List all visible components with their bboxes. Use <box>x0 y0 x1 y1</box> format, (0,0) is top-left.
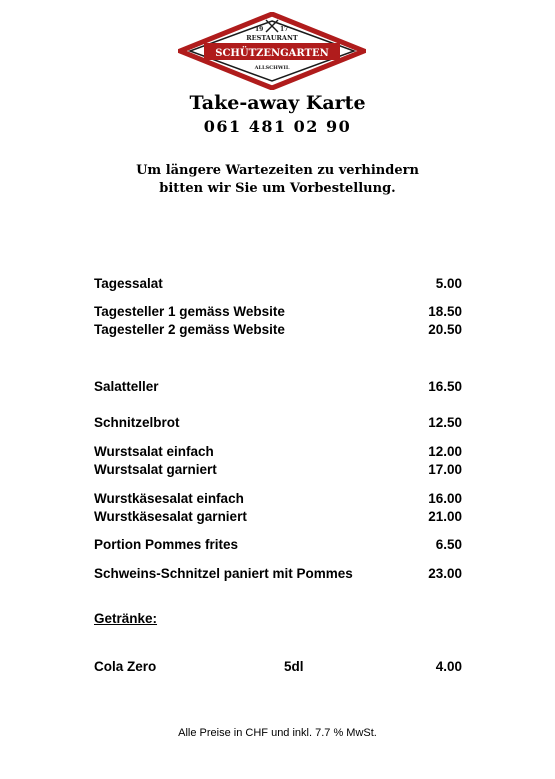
menu-item <box>94 415 462 433</box>
menu-item-price: 6.50 <box>435 537 462 552</box>
drinks-heading: Getränke: <box>94 611 158 626</box>
price-footnote: Alle Preise in CHF und inkl. 7.7 % MwSt. <box>178 727 377 739</box>
menu-item-name: Schweins-Schnitzel paniert mit Pommes <box>94 566 353 581</box>
logo-line3: ALLSCHWIL <box>254 65 290 71</box>
menu-item-price: 12.50 <box>428 415 462 430</box>
menu-item <box>94 491 462 509</box>
menu-item <box>94 304 462 322</box>
menu-item-price: 16.00 <box>428 491 462 506</box>
menu-item <box>94 276 462 294</box>
drink-item-price: 4.00 <box>435 659 462 674</box>
menu-item-price: 12.00 <box>428 444 462 459</box>
restaurant-logo <box>178 12 366 90</box>
menu-item <box>94 566 462 584</box>
menu-item-price: 16.50 <box>428 379 462 394</box>
menu-item-name: Wurstsalat einfach <box>94 444 214 459</box>
menu-item <box>94 509 462 527</box>
phone-number: 061 481 02 90 <box>203 117 352 136</box>
menu-item-price: 21.00 <box>428 509 462 524</box>
drink-item <box>94 659 462 677</box>
menu-item <box>94 537 462 555</box>
menu-item-name: Portion Pommes frites <box>94 537 239 552</box>
logo-emblem <box>178 12 366 90</box>
menu-item-name: Tagesteller 1 gemäss Website <box>94 304 285 319</box>
notice-line-2: bitten wir Sie um Vorbestellung. <box>159 181 396 196</box>
menu-item <box>94 444 462 462</box>
logo-line1: RESTAURANT <box>246 34 298 42</box>
menu-item <box>94 322 462 340</box>
menu-item-price: 18.50 <box>428 304 462 319</box>
notice-line-1: Um längere Wartezeiten zu verhindern <box>136 163 419 178</box>
drink-item-size: 5dl <box>284 659 304 674</box>
menu-item-name: Wurstkäsesalat einfach <box>94 491 244 506</box>
logo-line2: SCHÜTZENGARTEN <box>215 48 329 59</box>
drink-item-name: Cola Zero <box>94 659 157 674</box>
menu-item-name: Tagesteller 2 gemäss Website <box>94 322 285 337</box>
menu-item-price: 20.50 <box>428 322 462 337</box>
page-title: Take-away Karte <box>189 92 366 114</box>
menu-item-name: Wurstkäsesalat garniert <box>94 509 247 524</box>
logo-year-right: 17 <box>280 26 289 33</box>
menu-item-name: Wurstsalat garniert <box>94 462 217 477</box>
menu-item-name: Tagessalat <box>94 276 163 291</box>
menu-item <box>94 462 462 480</box>
menu-item-name: Salatteller <box>94 379 159 394</box>
menu-item-price: 5.00 <box>435 276 462 291</box>
menu-item <box>94 379 462 397</box>
menu-item-price: 17.00 <box>428 462 462 477</box>
menu-item-name: Schnitzelbrot <box>94 415 180 430</box>
menu-item-price: 23.00 <box>428 566 462 581</box>
logo-year-left: 19 <box>255 26 264 33</box>
